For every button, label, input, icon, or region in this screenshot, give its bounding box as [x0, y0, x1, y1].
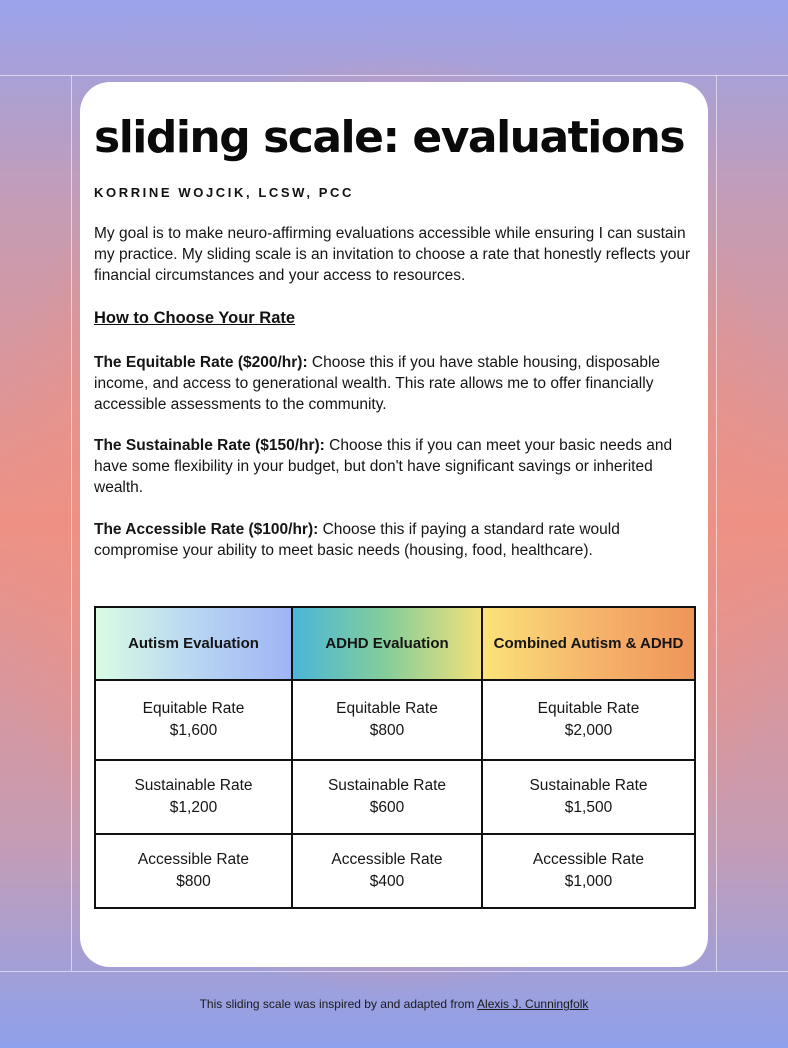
pricing-table — [94, 606, 696, 909]
table-cell: Sustainable Rate $1,500 — [482, 760, 695, 834]
table-row — [95, 680, 695, 760]
rate-equitable — [94, 352, 698, 415]
rate-equitable-text: Choose this if you have stable housing, disposable income, and access to generational wealth. This rate allows me to offer financially accessible assessments to the community. — [94, 354, 661, 413]
header-autism-evaluation: Autism Evaluation — [95, 607, 292, 680]
author-subtitle: KORRINE WOJCIK, LCSW, PCC — [94, 185, 355, 200]
rate-equitable-label: The Equitable Rate ($200/hr): — [94, 354, 308, 371]
table-cell: Equitable Rate $800 — [292, 680, 482, 760]
rate-accessible-label: The Accessible Rate ($100/hr): — [94, 521, 319, 538]
table-cell: Sustainable Rate $600 — [292, 760, 482, 834]
content-card — [80, 82, 708, 967]
table-cell: Equitable Rate $1,600 — [95, 680, 292, 760]
guide-line-top — [0, 75, 788, 76]
table-cell: Sustainable Rate $1,200 — [95, 760, 292, 834]
guide-line-right — [716, 75, 717, 971]
rate-sustainable — [94, 435, 698, 498]
rate-sustainable-text: Choose this if you can meet your basic needs and have some flexibility in your budget, but don't have significant savings or inherited wealth. — [94, 437, 673, 496]
guide-line-left — [71, 75, 72, 971]
rate-accessible — [94, 519, 698, 561]
table-cell: Equitable Rate $2,000 — [482, 680, 695, 760]
guide-line-bottom — [0, 971, 788, 972]
intro-paragraph: My goal is to make neuro-affirming evaluations accessible while ensuring I can sustain my practice. My sliding scale is an invitation to choose a rate that honestly reflects your financial circumstances and your access to resources. — [94, 225, 691, 284]
table-cell: Accessible Rate $800 — [95, 834, 292, 908]
header-adhd-evaluation: ADHD Evaluation — [292, 607, 482, 680]
header-combined-evaluation: Combined Autism & ADHD — [482, 607, 695, 680]
footer-credit — [0, 997, 788, 1011]
page-title: sliding scale: evaluations — [94, 112, 685, 163]
howto-heading: How to Choose Your Rate — [94, 309, 296, 327]
table-row — [95, 760, 695, 834]
rate-sustainable-label: The Sustainable Rate ($150/hr): — [94, 437, 325, 454]
footer-text: This sliding scale was inspired by and adapted from — [199, 997, 478, 1011]
table-cell: Accessible Rate $400 — [292, 834, 482, 908]
footer-credit-link[interactable]: Alexis J. Cunningfolk — [477, 997, 589, 1011]
table-cell: Accessible Rate $1,000 — [482, 834, 695, 908]
table-row — [95, 834, 695, 908]
rate-accessible-text: Choose this if paying a standard rate would compromise your ability to meet basic needs (housing, food, healthcare). — [94, 521, 620, 559]
